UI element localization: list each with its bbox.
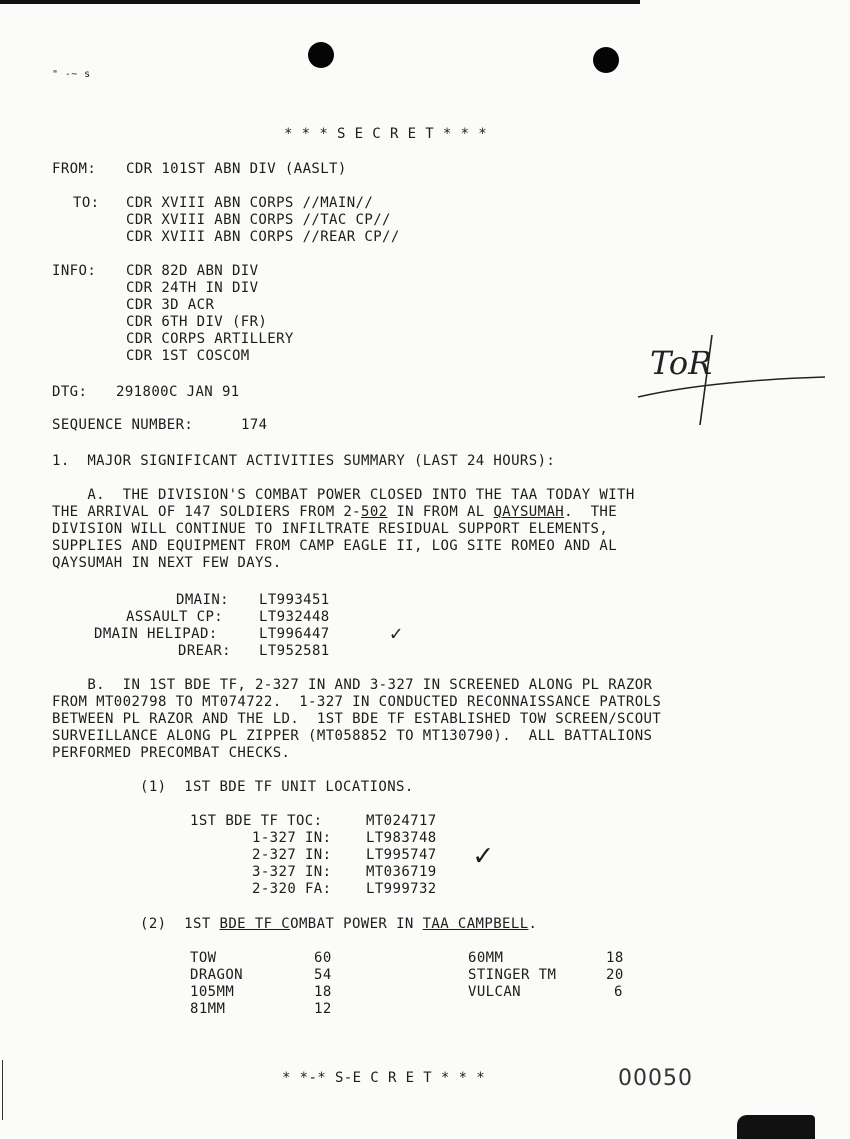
weapon-qty: 12	[314, 1001, 332, 1017]
to-line: CDR XVIII ABN CORPS //MAIN//	[126, 195, 374, 211]
para-b-line: BETWEEN PL RAZOR AND THE LD. 1ST BDE TF ESTABLISHED TOW SCREEN/SCOUT	[52, 711, 662, 727]
punch-hole-right	[593, 47, 619, 73]
checkmark-icon: ✓	[390, 621, 403, 645]
location-label: DREAR:	[178, 643, 231, 659]
page-number: 00050	[618, 1066, 693, 1091]
location-value: LT952581	[259, 643, 330, 659]
scan-edge-line	[2, 1060, 3, 1120]
weapon-item: DRAGON	[190, 967, 243, 983]
para-a-line: A. THE DIVISION'S COMBAT POWER CLOSED INTO THE TAA TODAY WITH	[52, 487, 635, 503]
unit-location-value: MT024717	[366, 813, 437, 829]
weapon-item: TOW	[190, 950, 217, 966]
unit-location-label: 2-327 IN:	[252, 847, 332, 863]
unit-location-label: 2-320 FA:	[252, 881, 332, 897]
to-label: TO:	[73, 195, 100, 211]
scan-artifact	[737, 1115, 815, 1139]
location-value: LT932448	[259, 609, 330, 625]
dtg-label: DTG:	[52, 384, 88, 400]
location-label: ASSAULT CP:	[126, 609, 224, 625]
unit-location-label: 1-327 IN:	[252, 830, 332, 846]
weapon-qty: 18	[606, 950, 624, 966]
from-value: CDR 101ST ABN DIV (AASLT)	[126, 161, 347, 177]
unit-location-value: LT999732	[366, 881, 437, 897]
unit-location-label: 1ST BDE TF TOC:	[190, 813, 323, 829]
unit-location-value: MT036719	[366, 864, 437, 880]
weapon-qty: 20	[606, 967, 624, 983]
location-label: DMAIN HELIPAD:	[94, 626, 218, 642]
unit-location-value: LT995747	[366, 847, 437, 863]
to-line: CDR XVIII ABN CORPS //REAR CP//	[126, 229, 400, 245]
info-line: CDR 82D ABN DIV	[126, 263, 259, 279]
sequence-value: 174	[241, 417, 268, 433]
dtg-value: 291800C JAN 91	[116, 384, 240, 400]
info-line: CDR 3D ACR	[126, 297, 215, 313]
classification-header: * * * S E C R E T * * *	[284, 126, 488, 142]
sequence-label: SEQUENCE NUMBER:	[52, 417, 194, 433]
weapon-item: 81MM	[190, 1001, 226, 1017]
handwritten-initials: ToR	[650, 344, 713, 382]
location-value: LT996447	[259, 626, 330, 642]
weapon-qty: 60	[314, 950, 332, 966]
weapon-qty: 18	[314, 984, 332, 1000]
para-a-line-2: THE ARRIVAL OF 147 SOLDIERS FROM 2-502 IN FROM AL QAYSUMAH. THE	[52, 504, 618, 520]
info-label: INFO:	[52, 263, 97, 279]
unit-location-label: 3-327 IN:	[252, 864, 332, 880]
subsection-2-heading: (2) 1ST BDE TF COMBAT POWER IN TAA CAMPBELL.	[140, 916, 538, 932]
para-b-line: PERFORMED PRECOMBAT CHECKS.	[52, 745, 291, 761]
checkmark-icon: ✓	[474, 838, 493, 873]
weapon-qty: 54	[314, 967, 332, 983]
weapon-item: 60MM	[468, 950, 504, 966]
punch-hole-left	[308, 42, 334, 68]
handwritten-strokes	[630, 325, 830, 430]
margin-mark: " -~ s	[52, 69, 91, 80]
info-line: CDR CORPS ARTILLERY	[126, 331, 294, 347]
location-label: DMAIN:	[176, 592, 229, 608]
section-1-heading: 1. MAJOR SIGNIFICANT ACTIVITIES SUMMARY (LAST 24 HOURS):	[52, 453, 556, 469]
para-a-line: SUPPLIES AND EQUIPMENT FROM CAMP EAGLE II, LOG SITE ROMEO AND AL	[52, 538, 618, 554]
para-a-line: DIVISION WILL CONTINUE TO INFILTRATE RESIDUAL SUPPORT ELEMENTS,	[52, 521, 609, 537]
to-line: CDR XVIII ABN CORPS //TAC CP//	[126, 212, 391, 228]
para-b-line: SURVEILLANCE ALONG PL ZIPPER (MT058852 TO MT130790). ALL BATTALIONS	[52, 728, 653, 744]
info-line: CDR 6TH DIV (FR)	[126, 314, 268, 330]
from-label: FROM:	[52, 161, 97, 177]
para-b-line: B. IN 1ST BDE TF, 2-327 IN AND 3-327 IN SCREENED ALONG PL RAZOR	[52, 677, 653, 693]
weapon-item: 105MM	[190, 984, 235, 1000]
info-line: CDR 24TH IN DIV	[126, 280, 259, 296]
weapon-item: STINGER TM	[468, 967, 557, 983]
classification-footer: * *-* S-E C R E T * * *	[282, 1070, 486, 1086]
weapon-qty: 6	[614, 984, 623, 1000]
para-b-line: FROM MT002798 TO MT074722. 1-327 IN CONDUCTED RECONNAISSANCE PATROLS	[52, 694, 662, 710]
subsection-1-heading: (1) 1ST BDE TF UNIT LOCATIONS.	[140, 779, 414, 795]
location-value: LT993451	[259, 592, 330, 608]
weapon-item: VULCAN	[468, 984, 521, 1000]
unit-location-value: LT983748	[366, 830, 437, 846]
top-edge-line	[0, 0, 640, 4]
para-a-line: QAYSUMAH IN NEXT FEW DAYS.	[52, 555, 282, 571]
info-line: CDR 1ST COSCOM	[126, 348, 250, 364]
